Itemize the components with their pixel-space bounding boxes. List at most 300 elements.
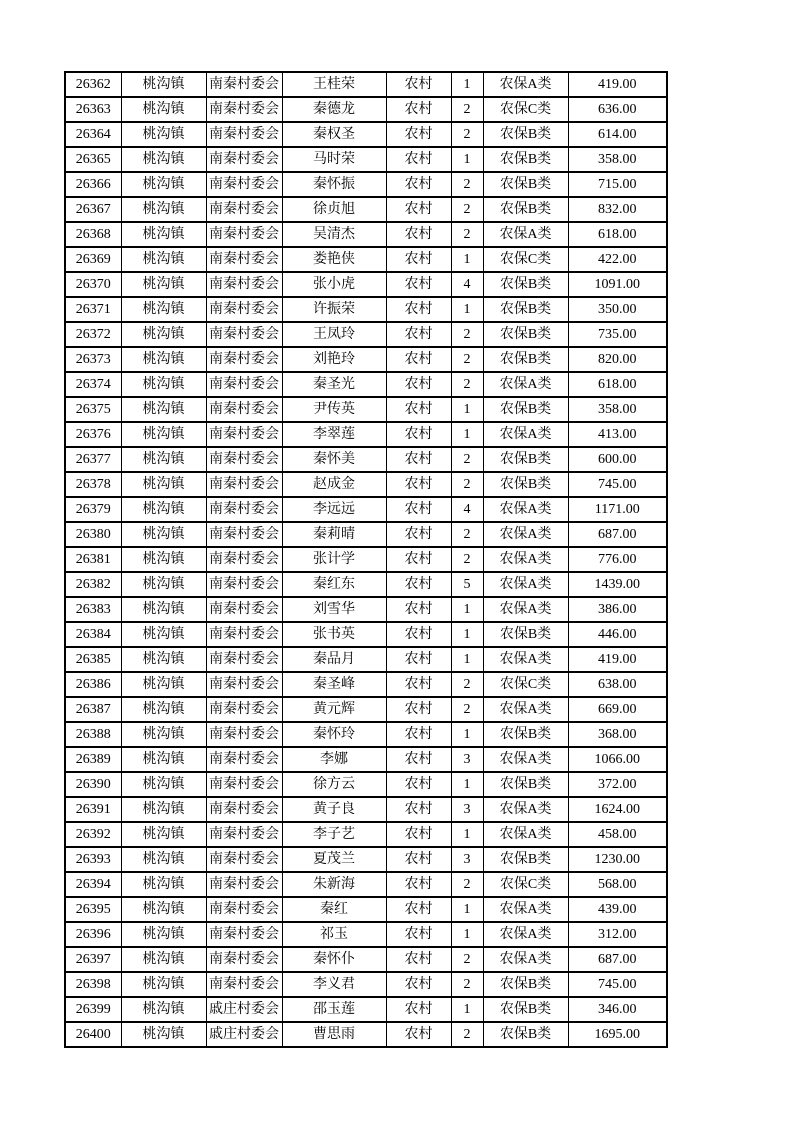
cell-amount: 618.00 <box>568 222 667 247</box>
cell-serial-number: 26388 <box>65 722 121 747</box>
cell-serial-number: 26380 <box>65 522 121 547</box>
cell-serial-number: 26385 <box>65 647 121 672</box>
cell-town: 桃沟镇 <box>121 497 206 522</box>
cell-insurance-category: 农保A类 <box>483 897 568 922</box>
cell-person-name: 娄艳侠 <box>282 247 386 272</box>
cell-serial-number: 26363 <box>65 97 121 122</box>
table-row <box>65 847 667 872</box>
cell-residence-type: 农村 <box>386 772 451 797</box>
cell-insurance-category: 农保A类 <box>483 572 568 597</box>
cell-insurance-category: 农保B类 <box>483 397 568 422</box>
cell-village-committee: 南秦村委会 <box>206 572 282 597</box>
table-row <box>65 872 667 897</box>
cell-person-count: 2 <box>451 172 483 197</box>
cell-amount: 1091.00 <box>568 272 667 297</box>
cell-town: 桃沟镇 <box>121 322 206 347</box>
cell-town: 桃沟镇 <box>121 222 206 247</box>
cell-amount: 422.00 <box>568 247 667 272</box>
cell-person-name: 徐贞旭 <box>282 197 386 222</box>
cell-person-name: 李翠莲 <box>282 422 386 447</box>
table-row <box>65 397 667 422</box>
table-row <box>65 822 667 847</box>
cell-insurance-category: 农保B类 <box>483 322 568 347</box>
cell-village-committee: 南秦村委会 <box>206 847 282 872</box>
cell-person-name: 秦品月 <box>282 647 386 672</box>
cell-residence-type: 农村 <box>386 647 451 672</box>
cell-insurance-category: 农保A类 <box>483 522 568 547</box>
cell-residence-type: 农村 <box>386 522 451 547</box>
cell-village-committee: 戚庄村委会 <box>206 1022 282 1047</box>
cell-amount: 419.00 <box>568 72 667 97</box>
cell-person-count: 1 <box>451 397 483 422</box>
cell-insurance-category: 农保B类 <box>483 297 568 322</box>
cell-serial-number: 26398 <box>65 972 121 997</box>
cell-person-count: 2 <box>451 372 483 397</box>
cell-amount: 1624.00 <box>568 797 667 822</box>
cell-town: 桃沟镇 <box>121 922 206 947</box>
cell-town: 桃沟镇 <box>121 472 206 497</box>
cell-village-committee: 南秦村委会 <box>206 547 282 572</box>
table-row <box>65 547 667 572</box>
cell-insurance-category: 农保A类 <box>483 547 568 572</box>
cell-residence-type: 农村 <box>386 197 451 222</box>
cell-amount: 1230.00 <box>568 847 667 872</box>
cell-serial-number: 26373 <box>65 347 121 372</box>
cell-residence-type: 农村 <box>386 322 451 347</box>
cell-amount: 413.00 <box>568 422 667 447</box>
cell-insurance-category: 农保C类 <box>483 672 568 697</box>
cell-residence-type: 农村 <box>386 922 451 947</box>
cell-residence-type: 农村 <box>386 997 451 1022</box>
cell-town: 桃沟镇 <box>121 147 206 172</box>
cell-village-committee: 南秦村委会 <box>206 372 282 397</box>
cell-serial-number: 26387 <box>65 697 121 722</box>
cell-amount: 638.00 <box>568 672 667 697</box>
table-row <box>65 422 667 447</box>
table-row <box>65 722 667 747</box>
cell-amount: 618.00 <box>568 372 667 397</box>
cell-serial-number: 26386 <box>65 672 121 697</box>
cell-residence-type: 农村 <box>386 697 451 722</box>
cell-amount: 735.00 <box>568 322 667 347</box>
cell-residence-type: 农村 <box>386 622 451 647</box>
cell-person-count: 5 <box>451 572 483 597</box>
cell-person-name: 刘雪华 <box>282 597 386 622</box>
cell-insurance-category: 农保A类 <box>483 747 568 772</box>
cell-village-committee: 南秦村委会 <box>206 747 282 772</box>
cell-serial-number: 26397 <box>65 947 121 972</box>
cell-town: 桃沟镇 <box>121 722 206 747</box>
cell-residence-type: 农村 <box>386 347 451 372</box>
cell-person-name: 黄子良 <box>282 797 386 822</box>
cell-amount: 386.00 <box>568 597 667 622</box>
table-row <box>65 322 667 347</box>
cell-village-committee: 南秦村委会 <box>206 172 282 197</box>
cell-person-count: 3 <box>451 797 483 822</box>
cell-person-count: 1 <box>451 997 483 1022</box>
cell-residence-type: 农村 <box>386 72 451 97</box>
cell-residence-type: 农村 <box>386 822 451 847</box>
cell-village-committee: 南秦村委会 <box>206 222 282 247</box>
cell-village-committee: 南秦村委会 <box>206 197 282 222</box>
table-row <box>65 272 667 297</box>
cell-residence-type: 农村 <box>386 1022 451 1047</box>
cell-town: 桃沟镇 <box>121 247 206 272</box>
table-row <box>65 247 667 272</box>
cell-insurance-category: 农保B类 <box>483 972 568 997</box>
cell-person-name: 邵玉莲 <box>282 997 386 1022</box>
cell-residence-type: 农村 <box>386 97 451 122</box>
cell-person-name: 张计学 <box>282 547 386 572</box>
cell-serial-number: 26371 <box>65 297 121 322</box>
cell-insurance-category: 农保B类 <box>483 1022 568 1047</box>
cell-insurance-category: 农保B类 <box>483 847 568 872</box>
cell-person-count: 2 <box>451 447 483 472</box>
cell-town: 桃沟镇 <box>121 522 206 547</box>
table-row <box>65 947 667 972</box>
cell-town: 桃沟镇 <box>121 572 206 597</box>
cell-town: 桃沟镇 <box>121 372 206 397</box>
cell-amount: 372.00 <box>568 772 667 797</box>
cell-amount: 687.00 <box>568 522 667 547</box>
cell-residence-type: 农村 <box>386 172 451 197</box>
cell-serial-number: 26377 <box>65 447 121 472</box>
cell-town: 桃沟镇 <box>121 597 206 622</box>
cell-person-name: 李远远 <box>282 497 386 522</box>
cell-serial-number: 26378 <box>65 472 121 497</box>
cell-residence-type: 农村 <box>386 972 451 997</box>
cell-residence-type: 农村 <box>386 747 451 772</box>
cell-residence-type: 农村 <box>386 797 451 822</box>
cell-person-count: 3 <box>451 747 483 772</box>
cell-residence-type: 农村 <box>386 422 451 447</box>
cell-serial-number: 26382 <box>65 572 121 597</box>
cell-amount: 1066.00 <box>568 747 667 772</box>
cell-amount: 1171.00 <box>568 497 667 522</box>
cell-person-count: 2 <box>451 672 483 697</box>
cell-residence-type: 农村 <box>386 122 451 147</box>
cell-person-count: 1 <box>451 897 483 922</box>
cell-amount: 820.00 <box>568 347 667 372</box>
cell-insurance-category: 农保B类 <box>483 147 568 172</box>
cell-village-committee: 南秦村委会 <box>206 97 282 122</box>
table-row <box>65 997 667 1022</box>
cell-amount: 600.00 <box>568 447 667 472</box>
cell-village-committee: 南秦村委会 <box>206 947 282 972</box>
table-row <box>65 1022 667 1047</box>
cell-insurance-category: 农保A类 <box>483 647 568 672</box>
cell-town: 桃沟镇 <box>121 872 206 897</box>
cell-person-count: 1 <box>451 922 483 947</box>
cell-village-committee: 南秦村委会 <box>206 522 282 547</box>
cell-person-name: 黄元辉 <box>282 697 386 722</box>
cell-town: 桃沟镇 <box>121 197 206 222</box>
cell-serial-number: 26400 <box>65 1022 121 1047</box>
cell-village-committee: 南秦村委会 <box>206 797 282 822</box>
cell-amount: 745.00 <box>568 972 667 997</box>
cell-town: 桃沟镇 <box>121 647 206 672</box>
cell-village-committee: 南秦村委会 <box>206 872 282 897</box>
table-row <box>65 122 667 147</box>
cell-person-name: 秦怀玲 <box>282 722 386 747</box>
table-body <box>65 72 667 1047</box>
table-row <box>65 747 667 772</box>
cell-serial-number: 26384 <box>65 622 121 647</box>
table-row <box>65 222 667 247</box>
cell-insurance-category: 农保B类 <box>483 272 568 297</box>
table-row <box>65 972 667 997</box>
cell-person-name: 刘艳玲 <box>282 347 386 372</box>
cell-person-count: 2 <box>451 872 483 897</box>
cell-person-count: 1 <box>451 722 483 747</box>
cell-person-count: 1 <box>451 622 483 647</box>
cell-person-count: 2 <box>451 347 483 372</box>
cell-residence-type: 农村 <box>386 847 451 872</box>
table-row <box>65 697 667 722</box>
cell-town: 桃沟镇 <box>121 897 206 922</box>
cell-insurance-category: 农保A类 <box>483 697 568 722</box>
cell-village-committee: 南秦村委会 <box>206 397 282 422</box>
cell-amount: 1695.00 <box>568 1022 667 1047</box>
table-row <box>65 147 667 172</box>
cell-serial-number: 26367 <box>65 197 121 222</box>
cell-person-count: 1 <box>451 72 483 97</box>
cell-person-count: 2 <box>451 97 483 122</box>
table-row <box>65 772 667 797</box>
cell-village-committee: 南秦村委会 <box>206 822 282 847</box>
cell-town: 桃沟镇 <box>121 272 206 297</box>
cell-village-committee: 南秦村委会 <box>206 622 282 647</box>
cell-serial-number: 26369 <box>65 247 121 272</box>
cell-serial-number: 26375 <box>65 397 121 422</box>
cell-person-name: 祁玉 <box>282 922 386 947</box>
cell-serial-number: 26389 <box>65 747 121 772</box>
table-row <box>65 672 667 697</box>
cell-town: 桃沟镇 <box>121 972 206 997</box>
cell-person-count: 1 <box>451 597 483 622</box>
cell-serial-number: 26396 <box>65 922 121 947</box>
cell-amount: 669.00 <box>568 697 667 722</box>
cell-person-count: 1 <box>451 422 483 447</box>
table-row <box>65 522 667 547</box>
cell-serial-number: 26372 <box>65 322 121 347</box>
cell-residence-type: 农村 <box>386 472 451 497</box>
cell-serial-number: 26391 <box>65 797 121 822</box>
table-row <box>65 922 667 947</box>
cell-person-count: 2 <box>451 472 483 497</box>
cell-person-count: 4 <box>451 497 483 522</box>
cell-person-count: 3 <box>451 847 483 872</box>
cell-residence-type: 农村 <box>386 222 451 247</box>
cell-person-count: 1 <box>451 772 483 797</box>
cell-insurance-category: 农保A类 <box>483 797 568 822</box>
cell-insurance-category: 农保B类 <box>483 447 568 472</box>
cell-village-committee: 南秦村委会 <box>206 272 282 297</box>
cell-person-count: 2 <box>451 947 483 972</box>
cell-residence-type: 农村 <box>386 497 451 522</box>
cell-person-count: 2 <box>451 972 483 997</box>
cell-amount: 614.00 <box>568 122 667 147</box>
table-row <box>65 372 667 397</box>
cell-insurance-category: 农保A类 <box>483 72 568 97</box>
cell-insurance-category: 农保B类 <box>483 197 568 222</box>
cell-insurance-category: 农保B类 <box>483 997 568 1022</box>
cell-person-name: 曹思雨 <box>282 1022 386 1047</box>
cell-person-name: 李娜 <box>282 747 386 772</box>
cell-insurance-category: 农保B类 <box>483 172 568 197</box>
cell-town: 桃沟镇 <box>121 622 206 647</box>
cell-amount: 439.00 <box>568 897 667 922</box>
cell-amount: 1439.00 <box>568 572 667 597</box>
cell-town: 桃沟镇 <box>121 947 206 972</box>
cell-person-count: 1 <box>451 297 483 322</box>
cell-village-committee: 南秦村委会 <box>206 122 282 147</box>
cell-person-name: 秦红 <box>282 897 386 922</box>
cell-person-name: 秦怀仆 <box>282 947 386 972</box>
cell-residence-type: 农村 <box>386 672 451 697</box>
cell-person-name: 徐方云 <box>282 772 386 797</box>
table-row <box>65 72 667 97</box>
table-row <box>65 347 667 372</box>
cell-town: 桃沟镇 <box>121 297 206 322</box>
cell-village-committee: 南秦村委会 <box>206 147 282 172</box>
cell-insurance-category: 农保A类 <box>483 922 568 947</box>
cell-village-committee: 南秦村委会 <box>206 247 282 272</box>
cell-residence-type: 农村 <box>386 597 451 622</box>
cell-serial-number: 26370 <box>65 272 121 297</box>
cell-person-name: 吴清杰 <box>282 222 386 247</box>
cell-residence-type: 农村 <box>386 547 451 572</box>
cell-person-name: 张小虎 <box>282 272 386 297</box>
cell-serial-number: 26399 <box>65 997 121 1022</box>
cell-insurance-category: 农保B类 <box>483 772 568 797</box>
cell-village-committee: 南秦村委会 <box>206 472 282 497</box>
cell-insurance-category: 农保A类 <box>483 497 568 522</box>
cell-serial-number: 26374 <box>65 372 121 397</box>
cell-amount: 350.00 <box>568 297 667 322</box>
cell-person-name: 秦莉晴 <box>282 522 386 547</box>
cell-village-committee: 南秦村委会 <box>206 972 282 997</box>
table-row <box>65 197 667 222</box>
table-row <box>65 297 667 322</box>
cell-village-committee: 南秦村委会 <box>206 72 282 97</box>
cell-person-count: 1 <box>451 822 483 847</box>
cell-insurance-category: 农保B类 <box>483 622 568 647</box>
cell-serial-number: 26364 <box>65 122 121 147</box>
insurance-records-table <box>64 71 668 1048</box>
cell-town: 桃沟镇 <box>121 697 206 722</box>
cell-person-name: 李义君 <box>282 972 386 997</box>
cell-serial-number: 26362 <box>65 72 121 97</box>
cell-person-name: 张书英 <box>282 622 386 647</box>
cell-serial-number: 26383 <box>65 597 121 622</box>
cell-person-name: 秦圣光 <box>282 372 386 397</box>
cell-person-name: 李子艺 <box>282 822 386 847</box>
cell-amount: 358.00 <box>568 147 667 172</box>
cell-town: 桃沟镇 <box>121 422 206 447</box>
cell-town: 桃沟镇 <box>121 97 206 122</box>
cell-person-count: 2 <box>451 322 483 347</box>
cell-town: 桃沟镇 <box>121 672 206 697</box>
cell-person-name: 秦怀振 <box>282 172 386 197</box>
cell-person-name: 马时荣 <box>282 147 386 172</box>
cell-amount: 568.00 <box>568 872 667 897</box>
cell-amount: 346.00 <box>568 997 667 1022</box>
cell-town: 桃沟镇 <box>121 547 206 572</box>
cell-residence-type: 农村 <box>386 397 451 422</box>
cell-residence-type: 农村 <box>386 447 451 472</box>
cell-insurance-category: 农保A类 <box>483 222 568 247</box>
cell-person-name: 秦圣峰 <box>282 672 386 697</box>
cell-insurance-category: 农保A类 <box>483 947 568 972</box>
cell-insurance-category: 农保B类 <box>483 122 568 147</box>
cell-village-committee: 南秦村委会 <box>206 897 282 922</box>
table-row <box>65 472 667 497</box>
cell-person-count: 2 <box>451 697 483 722</box>
cell-person-name: 许振荣 <box>282 297 386 322</box>
cell-residence-type: 农村 <box>386 372 451 397</box>
cell-residence-type: 农村 <box>386 147 451 172</box>
cell-town: 桃沟镇 <box>121 797 206 822</box>
cell-serial-number: 26394 <box>65 872 121 897</box>
cell-residence-type: 农村 <box>386 947 451 972</box>
cell-amount: 832.00 <box>568 197 667 222</box>
table-row <box>65 172 667 197</box>
cell-serial-number: 26365 <box>65 147 121 172</box>
cell-person-name: 秦红东 <box>282 572 386 597</box>
cell-amount: 458.00 <box>568 822 667 847</box>
cell-town: 桃沟镇 <box>121 72 206 97</box>
cell-amount: 715.00 <box>568 172 667 197</box>
cell-insurance-category: 农保A类 <box>483 422 568 447</box>
cell-village-committee: 南秦村委会 <box>206 297 282 322</box>
table-row <box>65 897 667 922</box>
cell-serial-number: 26392 <box>65 822 121 847</box>
cell-residence-type: 农村 <box>386 722 451 747</box>
cell-serial-number: 26395 <box>65 897 121 922</box>
cell-village-committee: 南秦村委会 <box>206 322 282 347</box>
table-row <box>65 497 667 522</box>
cell-person-count: 1 <box>451 147 483 172</box>
cell-person-name: 秦权圣 <box>282 122 386 147</box>
cell-insurance-category: 农保A类 <box>483 372 568 397</box>
cell-person-count: 2 <box>451 222 483 247</box>
cell-village-committee: 南秦村委会 <box>206 772 282 797</box>
cell-person-name: 尹传英 <box>282 397 386 422</box>
cell-insurance-category: 农保C类 <box>483 872 568 897</box>
cell-town: 桃沟镇 <box>121 447 206 472</box>
cell-person-name: 秦德龙 <box>282 97 386 122</box>
table-row <box>65 447 667 472</box>
cell-insurance-category: 农保B类 <box>483 722 568 747</box>
cell-village-committee: 戚庄村委会 <box>206 997 282 1022</box>
table-row <box>65 647 667 672</box>
cell-town: 桃沟镇 <box>121 1022 206 1047</box>
cell-person-count: 2 <box>451 122 483 147</box>
table-row <box>65 622 667 647</box>
cell-person-name: 赵成金 <box>282 472 386 497</box>
cell-serial-number: 26366 <box>65 172 121 197</box>
cell-amount: 636.00 <box>568 97 667 122</box>
table-row <box>65 97 667 122</box>
cell-person-name: 王桂荣 <box>282 72 386 97</box>
cell-residence-type: 农村 <box>386 872 451 897</box>
cell-insurance-category: 农保B类 <box>483 347 568 372</box>
cell-village-committee: 南秦村委会 <box>206 447 282 472</box>
cell-residence-type: 农村 <box>386 572 451 597</box>
cell-village-committee: 南秦村委会 <box>206 347 282 372</box>
cell-person-count: 2 <box>451 547 483 572</box>
